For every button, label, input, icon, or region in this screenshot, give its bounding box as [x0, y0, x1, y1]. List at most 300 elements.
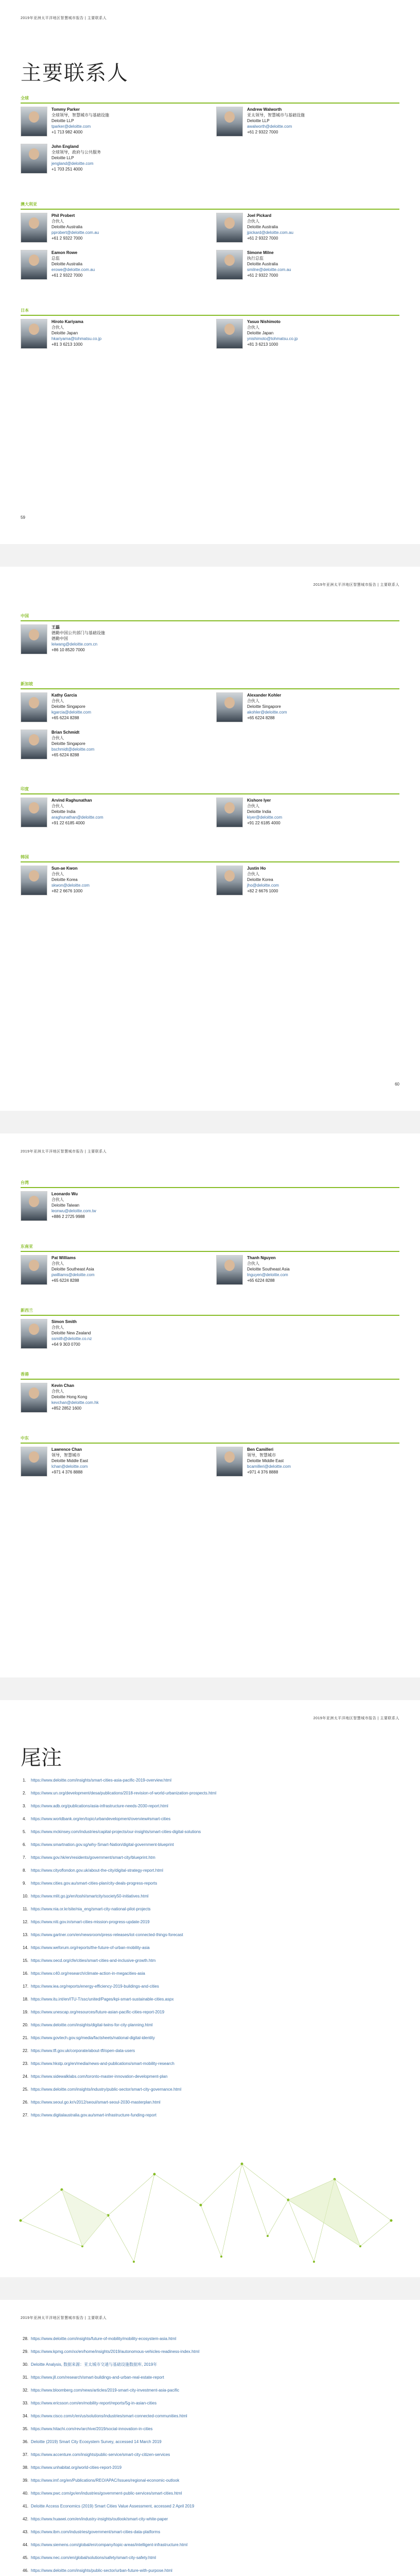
endnote-number: 2.: [23, 1791, 26, 1795]
endnote-number: 37.: [23, 2452, 29, 2457]
contact-role: 合伙人: [247, 325, 259, 330]
endnote-item: [23, 2503, 389, 2509]
contact-phone: +81 3 6213 1000: [247, 342, 278, 347]
contact-role: 合伙人: [51, 804, 64, 808]
endnote-link[interactable]: https://www.deloitte.com/insights/digital-twins-for-city-planning.html: [31, 2023, 153, 2027]
contact-role: 合伙人: [247, 1261, 259, 1266]
contact-info: [51, 798, 185, 826]
endnote-number: 41.: [23, 2504, 29, 2509]
contact-org: Deloitte LLP: [51, 118, 74, 123]
endnote-item: [23, 1803, 389, 1809]
section-label: 印度: [21, 787, 29, 791]
page-divider: [0, 1677, 420, 1700]
contact-phone: +82 2 6676 1000: [247, 889, 278, 893]
contact-phone: +1 713 982 4000: [51, 130, 83, 134]
endnote-link[interactable]: https://www.ibm.com/industries/government/smart-cities-data-platforms: [31, 2530, 161, 2534]
contact-name: Kathy Garcia: [51, 693, 77, 698]
contact-card: [21, 798, 185, 828]
endnote-link[interactable]: https://www.smartnation.gov.sg/why-Smart-Nation/digital-government-blueprint: [31, 1842, 174, 1847]
contact-email[interactable]: kgarcia@deloitte.com: [51, 710, 92, 715]
endnote-link[interactable]: https://www.oecd.org/cfe/cities/smart-cities-and-inclusive-growth.htm: [31, 1958, 156, 1963]
contact-role: 合伙人: [51, 1389, 64, 1394]
contact-section: [21, 95, 399, 182]
contact-card: [216, 692, 381, 723]
contact-photo: [21, 319, 47, 349]
contact-org: Deloitte Korea: [51, 877, 78, 882]
contact-info: [51, 250, 185, 278]
contact-email[interactable]: skwon@deloitte.com: [51, 883, 90, 888]
endnote-item: [23, 1932, 389, 1938]
contact-card: [21, 144, 185, 175]
section-rule: [21, 620, 399, 621]
endnote-item: [23, 2529, 389, 2535]
endnote-number: 16.: [23, 1971, 29, 1976]
endnote-item: [23, 2112, 389, 2118]
contact-section: [21, 786, 399, 836]
contact-email[interactable]: kevchan@deloitte.com.hk: [51, 1400, 99, 1405]
contact-org: Deloitte Korea: [247, 877, 273, 882]
contact-role: 亚太领导，智慧城市与基础设施: [247, 113, 305, 117]
section-rule: [21, 1315, 399, 1316]
endnote-link[interactable]: https://www.pwc.com/gx/en/industries/government-public-services/smart-cities.html: [31, 2491, 182, 2496]
endnote-link[interactable]: https://www.gartner.com/en/newsroom/press-releases/iot-connected-things-forecast: [31, 1933, 183, 1937]
contact-phone: +61 2 9322 7000: [51, 236, 83, 241]
contact-info: [51, 866, 185, 894]
endnote-link[interactable]: https://www.unescap.org/resources/future-asian-pacific-cities-report-2019: [31, 2010, 165, 2014]
contact-card: [21, 213, 185, 244]
section-rule: [21, 1251, 399, 1252]
endnote-number: 46.: [23, 2568, 29, 2573]
endnote-link[interactable]: Deloitte Analysis, 数据来源：亚太城市交通与基础设施数据库, 2019年: [31, 2362, 157, 2367]
endnote-item: [23, 1790, 389, 1796]
contact-name: Sun-ae Kwon: [51, 866, 78, 871]
contact-photo: [21, 798, 47, 827]
contact-email[interactable]: pprobert@deloitte.com.au: [51, 230, 99, 235]
contact-name: Joel Pickard: [247, 213, 272, 218]
contact-photo: [216, 866, 243, 895]
endnote-item: [23, 1919, 389, 1925]
endnote-number: 23.: [23, 2061, 29, 2066]
contact-org: Deloitte Australia: [247, 262, 278, 266]
endnote-number: 6.: [23, 1842, 26, 1847]
section-rule: [21, 103, 399, 104]
endnote-item: [23, 2048, 389, 2054]
contact-email[interactable]: leonwu@deloitte.com.tw: [51, 1209, 96, 1213]
endnote-link[interactable]: https://www.huawei.com/en/industry-insights/outlook/smart-city-white-paper: [31, 2517, 168, 2521]
contact-email[interactable]: leiwang@deloitte.com.cn: [51, 642, 98, 647]
endnote-number: 11.: [23, 1907, 28, 1911]
endnote-number: 9.: [23, 1881, 26, 1886]
contact-org: Deloitte Japan: [51, 331, 78, 335]
contact-section: [21, 1180, 399, 1229]
section-label: 中东: [21, 1436, 29, 1440]
endnote-item: [23, 2400, 389, 2406]
contact-phone: +81 3 6213 1000: [51, 342, 83, 347]
contact-phone: +61 2 9322 7000: [247, 273, 278, 278]
section-label: 日本: [21, 308, 29, 313]
contact-card: [21, 692, 185, 723]
section-rule: [21, 861, 399, 862]
running-header: 2019年亚洲太平洋地区智慧城市报告 | 主要联系人: [21, 1150, 107, 1154]
endnote-number: 26.: [23, 2100, 29, 2105]
contact-name: Kishore Iyer: [247, 798, 271, 803]
contact-role: 德勤中国公共部门与基础设施: [51, 631, 105, 635]
endnote-number: 30.: [23, 2362, 29, 2367]
contact-email[interactable]: tnguyen@deloitte.com: [247, 1273, 288, 1277]
contact-org: Deloitte Singapore: [247, 704, 281, 709]
contact-email[interactable]: pwilliams@deloitte.com: [51, 1273, 95, 1277]
contact-card: [21, 107, 185, 138]
contact-section: [21, 613, 399, 663]
contact-info: [247, 213, 381, 241]
contact-phone: +65 6224 8288: [247, 1278, 275, 1283]
endnote-number: 7.: [23, 1855, 26, 1860]
endnote-number: 25.: [23, 2087, 29, 2092]
section-rule: [21, 209, 399, 210]
contact-section: [21, 1435, 399, 1485]
contact-role: 合伙人: [51, 699, 64, 703]
endnote-item: [23, 2087, 389, 2092]
contact-card: [21, 1447, 185, 1478]
contact-phone: +1 703 251 4000: [51, 167, 83, 172]
contact-phone: +65 6224 8288: [247, 716, 275, 720]
endnote-link[interactable]: Deloitte (2019) Smart City Ecosystem Survey, accessed 14 March 2019: [31, 2439, 162, 2444]
contact-section: [21, 308, 399, 357]
endnote-link[interactable]: https://www.worldbank.org/en/topic/urbandevelopment/overview#smart-cities: [31, 1817, 171, 1821]
endnote-number: 24.: [23, 2074, 29, 2079]
contact-email[interactable]: jengland@deloitte.com: [51, 161, 94, 166]
endnote-link[interactable]: https://www.imf.org/en/Publications/REO/APAC/Issues/regional-economic-outlook: [31, 2478, 180, 2483]
contact-photo: [216, 692, 243, 722]
contact-photo: [21, 107, 47, 137]
contact-photo: [21, 866, 47, 895]
contact-name: Pat Williams: [51, 1256, 76, 1260]
endnote-number: 44.: [23, 2543, 29, 2547]
contact-role: 合伙人: [51, 1197, 64, 1202]
section-rule: [21, 1187, 399, 1188]
contact-role: 领导，智慧城市: [247, 1453, 276, 1458]
endnote-link[interactable]: https://www.seoul.go.kr/v2012/seoul/smart-seoul-2030-masterplan.html: [31, 2100, 161, 2105]
endnote-link[interactable]: https://www.deloitte.com/insights/public-sector/urban-future-with-purpose.html: [31, 2568, 172, 2573]
endnotes-page-2: [0, 2300, 420, 2576]
endnote-number: 20.: [23, 2023, 29, 2027]
contact-card: [216, 1447, 381, 1478]
section-label: 新西兰: [21, 1308, 33, 1313]
contact-info: [51, 692, 185, 721]
section-label: 中国: [21, 614, 29, 618]
endnote-item: [23, 1984, 389, 1989]
contact-email[interactable]: ynishimoto@tohmatsu.co.jp: [247, 336, 298, 341]
contact-email[interactable]: erowe@deloitte.com.au: [51, 267, 95, 272]
endnote-item: [23, 2452, 389, 2458]
contact-email[interactable]: awalworth@deloitte.com: [247, 124, 292, 129]
contact-name: John England: [51, 144, 79, 149]
contact-phone: +91 22 6185 4000: [247, 821, 281, 825]
endnote-number: 27.: [23, 2113, 29, 2117]
contact-role: 执行总监: [247, 256, 264, 261]
endnote-item: [23, 2362, 389, 2367]
contact-org: Deloitte Japan: [247, 331, 274, 335]
endnote-number: 38.: [23, 2465, 29, 2470]
endnote-number: 36.: [23, 2439, 29, 2444]
contact-email[interactable]: bcamilleri@deloitte.com: [247, 1464, 291, 1469]
endnote-number: 12.: [23, 1920, 29, 1924]
endnote-link[interactable]: https://www.mckinsey.com/industries/capital-projects/our-insights/smart-cities-digital-solutions: [31, 1829, 201, 1834]
contact-email[interactable]: lchan@deloitte.com: [51, 1464, 88, 1469]
contact-email[interactable]: hkariyama@tohmatsu.co.jp: [51, 336, 102, 341]
page-number: 59: [21, 515, 25, 520]
contact-name: Andrew Walworth: [247, 107, 282, 112]
contact-org: Deloitte Taiwan: [51, 1203, 80, 1208]
contact-email[interactable]: jpickard@deloitte.com.au: [247, 230, 293, 235]
contact-phone: +971 4 376 8888: [51, 1470, 83, 1475]
contact-photo: [21, 213, 47, 243]
endnote-link[interactable]: https://www.jll.com/research/smart-buildings-and-urban-real-estate-report: [31, 2375, 164, 2380]
endnote-item: [23, 2336, 389, 2342]
contact-phone: +61 2 9322 7000: [247, 236, 278, 241]
contact-email[interactable]: araghunathan@deloitte.com: [51, 815, 103, 820]
contact-phone: +852 2852 1600: [51, 1406, 82, 1411]
endnote-item: [23, 1777, 389, 1783]
contact-section: [21, 1308, 399, 1357]
contact-photo: [216, 107, 243, 137]
contact-info: [247, 107, 381, 135]
endnote-link[interactable]: https://www.cisco.com/c/en/us/solutions/industries/smart-connected-communities.html: [31, 2414, 187, 2418]
page-divider: [0, 2277, 420, 2300]
endnote-link[interactable]: https://www.deloitte.com/insights/industry/public-sector/smart-city-governance.html: [31, 2087, 182, 2092]
contact-email[interactable]: akohler@deloitte.com: [247, 710, 287, 715]
section-rule: [21, 1443, 399, 1444]
contact-photo: [21, 1191, 47, 1221]
endnote-link[interactable]: https://www.adb.org/publications/asia-infrastructure-needs-2030-report.html: [31, 1804, 168, 1808]
endnote-link[interactable]: https://www.unhabitat.org/world-cities-report-2019: [31, 2465, 122, 2470]
contact-phone: +61 2 9322 7000: [247, 130, 278, 134]
endnote-link[interactable]: https://www.gov.hk/en/residents/government/smart-city/blueprint.htm: [31, 1855, 155, 1860]
contact-role: 总监: [51, 256, 60, 261]
contact-org: Deloitte Hong Kong: [51, 1395, 87, 1399]
contact-phone: +82 2 6676 1000: [51, 889, 83, 893]
contact-info: [51, 730, 185, 758]
contact-photo: [21, 1255, 47, 1285]
contact-name: Ben Camilleri: [247, 1447, 274, 1452]
contact-photo: [21, 624, 47, 654]
endnote-item: [23, 1971, 389, 1976]
endnote-item: [23, 1868, 389, 1873]
contact-info: [247, 692, 381, 721]
contact-name: Arvind Raghunathan: [51, 798, 92, 803]
endnote-number: 8.: [23, 1868, 26, 1873]
contact-card: [21, 1191, 185, 1222]
contact-card: [21, 624, 185, 655]
endnote-link[interactable]: https://www.accenture.com/insights/public-service/smart-city-citizen-services: [31, 2452, 170, 2457]
endnote-link[interactable]: https://www.hkstp.org/en/media/news-and-publications/smart-mobility-research: [31, 2061, 174, 2066]
contact-name: Justin Ho: [247, 866, 266, 871]
endnotes-title: 尾注: [21, 1746, 62, 1770]
contact-card: [216, 798, 381, 828]
endnote-number: 43.: [23, 2530, 29, 2534]
contact-role: 合伙人: [51, 219, 64, 224]
contact-card: [21, 1383, 185, 1414]
contact-photo: [216, 250, 243, 280]
endnote-item: [23, 1816, 389, 1822]
endnote-number: 28.: [23, 2336, 29, 2341]
endnote-item: [23, 2074, 389, 2079]
endnote-link[interactable]: https://www.siemens.com/global/en/company/topic-areas/intelligent-infrastructure.html: [31, 2543, 188, 2547]
contact-info: [51, 1447, 185, 1475]
contacts-page-1: [0, 0, 420, 544]
endnote-number: 32.: [23, 2388, 29, 2393]
contact-org: Deloitte Singapore: [51, 741, 85, 746]
contact-phone: +86 10 8520 7000: [51, 648, 85, 652]
endnote-item: [23, 2375, 389, 2380]
contact-role: 合伙人: [51, 1325, 64, 1330]
endnote-item: [23, 2099, 389, 2105]
page-divider: [0, 1111, 420, 1133]
page-divider: [0, 544, 420, 567]
running-header: 2019年亚洲太平洋地区智慧城市报告 | 主要联系人: [313, 1717, 399, 1720]
page-title: 主要联系人: [21, 61, 129, 85]
contact-photo: [21, 1447, 47, 1477]
section-label: 韩国: [21, 855, 29, 859]
contact-role: 合伙人: [247, 804, 259, 808]
endnote-number: 34.: [23, 2414, 29, 2418]
contact-info: [51, 319, 185, 347]
endnote-link[interactable]: https://www.un.org/development/desa/publications/2018-revision-of-world-urbanization-prospects.html: [31, 1791, 217, 1795]
endnote-number: 3.: [23, 1804, 26, 1808]
endnote-number: 5.: [23, 1829, 26, 1834]
contact-role: 合伙人: [51, 1261, 64, 1266]
endnote-number: 39.: [23, 2478, 29, 2483]
endnote-link[interactable]: https://www.deloitte.com/insights/smart-cities-asia-pacific-2019-overview.html: [31, 1778, 171, 1783]
contact-email[interactable]: kiyer@deloitte.com: [247, 815, 283, 820]
endnote-link[interactable]: https://www.kpmg.com/xx/en/home/insights/2019/autonomous-vehicles-readiness-index.html: [31, 2349, 200, 2354]
contact-org: Deloitte Middle East: [247, 1459, 284, 1463]
contact-email[interactable]: ssmith@deloitte.co.nz: [51, 1336, 92, 1341]
endnote-link[interactable]: https://www.hitachi.com/rev/archive/2019/social-innovation-in-cities: [31, 2427, 153, 2431]
endnote-item: [23, 2516, 389, 2522]
contact-name: Kevin Chan: [51, 1383, 75, 1388]
endnote-item: [23, 2478, 389, 2483]
contact-photo: [216, 798, 243, 827]
endnote-link[interactable]: https://www.govtech.gov.sg/media/factsheets/national-digital-identity: [31, 2036, 155, 2040]
endnote-item: [23, 2009, 389, 2015]
contact-name: Thanh Nguyen: [247, 1256, 276, 1260]
contact-photo: [21, 1319, 47, 1349]
endnote-link[interactable]: https://www.iea.org/reports/energy-efficiency-2019-buildings-and-cities: [31, 1984, 159, 1989]
endnote-item: [23, 1945, 389, 1951]
contact-card: [216, 250, 381, 281]
contact-email[interactable]: bschmidt@deloitte.com: [51, 747, 95, 752]
contact-info: [51, 213, 185, 241]
contact-org: Deloitte Australia: [51, 262, 83, 266]
contact-photo: [21, 730, 47, 759]
contact-phone: +65 6224 8288: [51, 716, 79, 720]
contact-card: [21, 866, 185, 896]
endnote-number: 14.: [23, 1945, 29, 1950]
endnote-link[interactable]: Deloitte Access Economics (2019) Smart Cities Value Assessment, accessed 2 April 2019: [31, 2504, 195, 2509]
contact-photo: [216, 1255, 243, 1285]
contact-photo: [216, 213, 243, 243]
contact-info: [247, 319, 381, 347]
contact-org: Deloitte Singapore: [51, 704, 85, 709]
contact-photo: [21, 144, 47, 174]
endnote-item: [23, 1958, 389, 1963]
endnote-link[interactable]: https://www.niti.gov.in/smart-cities-mission-progress-update-2019: [31, 1920, 150, 1924]
contacts-page-3: [0, 1133, 420, 1677]
running-header: 2019年亚洲太平洋地区智慧城市报告 | 主要联系人: [313, 583, 399, 587]
endnote-number: 40.: [23, 2491, 29, 2496]
contact-org: Deloitte Middle East: [51, 1459, 89, 1463]
endnote-link[interactable]: https://www.weforum.org/reports/the-future-of-urban-mobility-asia: [31, 1945, 150, 1950]
contact-card: [216, 213, 381, 244]
contact-email[interactable]: tparker@deloitte.com: [51, 124, 91, 129]
running-header: 2019年亚洲太平洋地区智慧城市报告 | 主要联系人: [21, 2316, 107, 2320]
contact-role: 合伙人: [247, 872, 259, 876]
endnote-item: [23, 2439, 389, 2445]
endnote-item: [23, 2061, 389, 2066]
endnote-number: 17.: [23, 1984, 29, 1989]
endnote-link[interactable]: https://www.itu.int/en/ITU-T/ssc/united/Pages/kpi-smart-sustainable-cities.aspx: [31, 1997, 174, 2002]
endnote-number: 1.: [23, 1778, 26, 1783]
contact-org: Deloitte LLP: [51, 156, 74, 160]
contact-name: Simon Smith: [51, 1319, 77, 1324]
contact-name: 王磊: [51, 625, 60, 630]
endnote-link[interactable]: https://www.ericsson.com/en/mobility-report/reports/5g-in-asian-cities: [31, 2401, 157, 2405]
section-label: 全球: [21, 96, 29, 100]
network-graphic: [0, 2143, 420, 2277]
endnote-item: [23, 2426, 389, 2432]
contact-section: [21, 1371, 399, 1421]
endnote-item: [23, 1829, 389, 1835]
endnote-link[interactable]: https://www.deloitte.com/insights/future-of-mobility/mobility-ecosystem-asia.html: [31, 2336, 177, 2341]
endnote-link[interactable]: https://www.digitalaustralia.gov.au/smart-infrastructure-funding-report: [31, 2113, 156, 2117]
endnote-item: [23, 2542, 389, 2548]
endnote-item: [23, 2387, 389, 2393]
endnote-link[interactable]: https://www.sidewalklabs.com/toronto-master-innovation-development-plan: [31, 2074, 168, 2079]
section-label: 台湾: [21, 1180, 29, 1185]
endnote-link[interactable]: https://www.tfl.gov.uk/corporate/about-tfl/open-data-users: [31, 2048, 135, 2053]
endnote-number: 33.: [23, 2401, 29, 2405]
contact-email[interactable]: jho@deloitte.com: [247, 883, 279, 888]
contact-photo: [21, 250, 47, 280]
contact-card: [216, 319, 381, 350]
endnote-link[interactable]: https://www.nia.or.kr/site/nia_eng/smart-city-national-pilot-projects: [31, 1907, 151, 1911]
contact-phone: +65 6224 8288: [51, 1278, 79, 1283]
contact-photo: [21, 1383, 47, 1413]
endnote-link[interactable]: https://www.mlit.go.jp/en/toshi/smartcity/society50-initiatives.html: [31, 1894, 149, 1899]
contact-section: [21, 1244, 399, 1293]
endnote-link[interactable]: https://www.cityoflondon.gov.uk/about-the-city/digital-strategy-report.html: [31, 1868, 163, 1873]
endnote-link[interactable]: https://www.cities.gov.au/smart-cities-plan/city-deals-progress-reports: [31, 1881, 157, 1886]
endnote-number: 19.: [23, 2010, 29, 2014]
contact-section: [21, 681, 399, 768]
endnote-link[interactable]: https://www.c40.org/research/climate-action-in-megacities-asia: [31, 1971, 145, 1976]
page-number: 60: [395, 1082, 399, 1087]
endnote-item: [23, 2349, 389, 2354]
contact-name: Leonardo Wu: [51, 1192, 78, 1196]
endnote-link[interactable]: https://www.nec.com/en/global/solutions/safety/smart-city-safety.html: [31, 2555, 156, 2560]
endnote-link[interactable]: https://www.bloomberg.com/news/articles/2019-smart-city-investment-asia-pacific: [31, 2388, 180, 2393]
endnotes-page: [0, 1700, 420, 2277]
contact-phone: +61 2 9322 7000: [51, 273, 83, 278]
endnote-item: [23, 2022, 389, 2028]
contact-email[interactable]: smilne@deloitte.com.au: [247, 267, 291, 272]
endnote-number: 18.: [23, 1997, 29, 2002]
contact-card: [21, 730, 185, 760]
contact-card: [21, 1319, 185, 1350]
section-rule: [21, 688, 399, 689]
endnote-item: [23, 1893, 389, 1899]
